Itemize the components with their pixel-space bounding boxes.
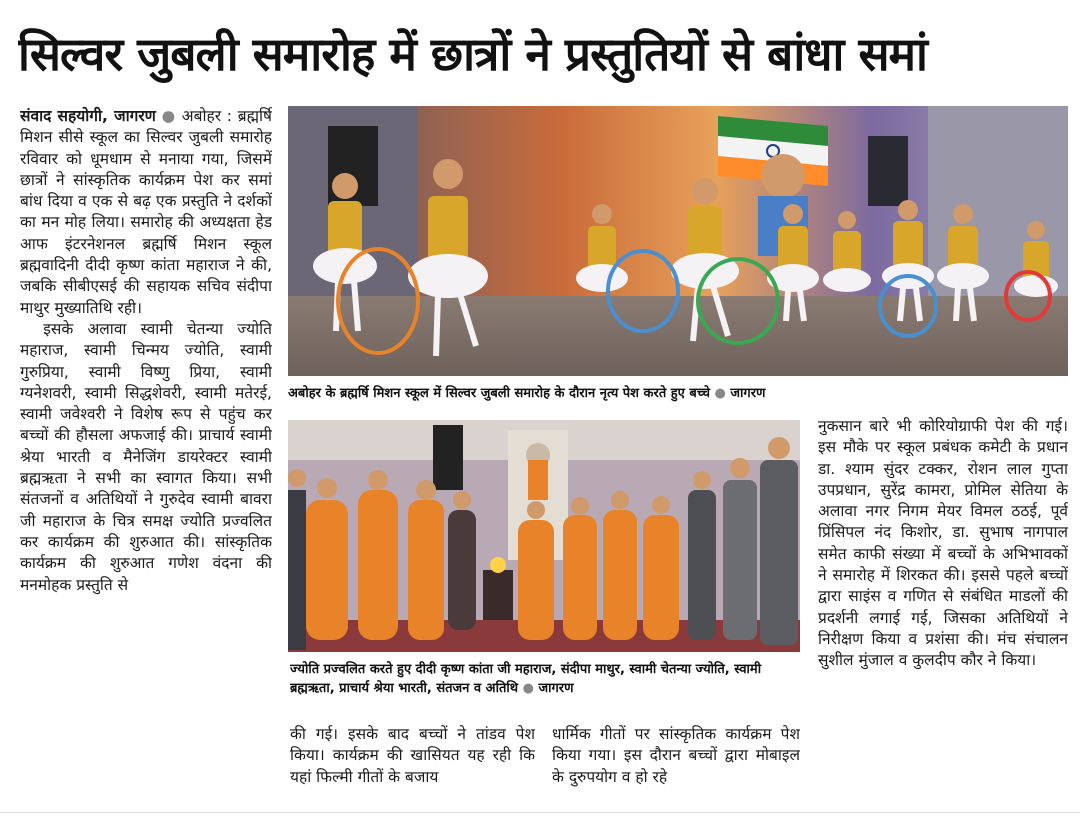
lamp-photo-illustration [288, 420, 800, 652]
page-bottom-edge [0, 812, 1080, 826]
bullet-icon: ● [161, 107, 176, 125]
bullet-icon: ● [714, 386, 726, 401]
byline-source: संवाद सहयोगी, जागरण [20, 107, 156, 125]
photo-lamp-lighting [288, 420, 800, 652]
photo1-caption [288, 384, 1068, 406]
photo2-credit: जागरण [538, 681, 574, 696]
bullet-icon: ● [522, 681, 534, 696]
article-paragraph-col4: नुकसान बारे भी कोरियोग्राफी पेश की गई। इस मौके पर स्कूल प्रबंधक कमेटी के प्रधान डा. श्याम सुंदर टक्कर, रोशन लाल गुप्ता उपप्रधान, सुरेंद्र कामरा, प्रोमिल सेतिया के अलावा नगर निगम मेयर विमल ठठई, पूर्व प्रिंसिपल नंद किशोर, डा. सुभाष नागपाल समेत काफी संख्या में बच्चों के अभिभावकों ने समारोह में शिरकत की। इससे पहले बच्चों द्वारा साइंस व गणित से संबंधित माडलों की प्रदर्शनी लगाई गई, जिसका अतिथियों ने निरीक्षण किया व प्रशंसा की। मंच संचालन सुशील मुंजाल व कुलदीप कौर ने किया। [818, 417, 1068, 670]
article-column-2 [290, 724, 535, 804]
photo1-caption-text: अबोहर के ब्रह्मर्षि मिशन स्कूल में सिल्वर जुबली समारोह के दौरान नृत्य पेश करते हुए बच्चे [288, 386, 710, 401]
byline-place: अबोहर : [181, 107, 232, 125]
dance-photo-illustration [288, 106, 1068, 376]
photo1-credit: जागरण [730, 386, 766, 401]
photo2-caption [290, 660, 800, 704]
headline: सिल्वर जुबली समारोह में छात्रों ने प्रस्तुतियों से बांधा समां [18, 27, 927, 81]
photo2-caption-text: ज्योति प्रज्वलित करते हुए दीदी कृष्ण कांता जी महाराज, संदीपा माथुर, स्वामी चेतन्या ज्योति, स्वामी ब्रह्मऋता, प्राचार्य श्रेया भारती, संतजन व अतिथि [290, 662, 762, 696]
article-paragraph-col3: धार्मिक गीतों पर सांस्कृतिक कार्यक्रम पेश किया गया। इस दौरान बच्चों द्वारा मोबाइल के दुरुपयोग व हो रहे [552, 725, 800, 786]
article-paragraph-col2: की गई। इसके बाद बच्चों ने तांडव पेश किया। कार्यक्रम की खासियत यह रही कि यहां फिल्मी गीतों के बजाय [290, 725, 535, 786]
photo-dance-performance [288, 106, 1068, 376]
article-paragraph-2: इसके अलावा स्वामी चेतन्या ज्योति महाराज, स्वामी चिन्मय ज्योति, स्वामी गुरुप्रिया, स्वामी विष्णु प्रिया, स्वामी ग्यनेशवरी, स्वामी सिद्धशेवरी, स्वामी मतेरई, स्वामी जवेश्वरी ने विशेष रूप से पहुंच कर बच्चों की हौसला अफजाई की। प्राचार्य स्वामी श्रेया भारती व मैनेजिंग डायरेक्टर स्वामी ब्रह्मऋता ने सभी का स्वागत किया। सभी संतजनों व अतिथियों ने गुरुदेव स्वामी बावरा जी महाराज के चित्र समक्ष ज्योति प्रज्वलित कर कार्यक्रम की शुरुआत की। सांस्कृतिक कार्यक्रम की शुरुआत गणेश वंदना की मनमोहक प्रस्तुति से [20, 319, 272, 594]
article-paragraph-1 [20, 106, 272, 319]
article-column-4 [818, 416, 1068, 806]
article-column-1 [20, 106, 272, 806]
article-text-1: ब्रह्मर्षि मिशन सीसे स्कूल का सिल्वर जुबली समारोह रविवार को धूमधाम से मनाया गया, जिसमें छात्रों ने सांस्कृतिक कार्यक्रम पेश कर समां बांध दिया व एक से बढ़ एक प्रस्तुति ने दर्शकों का मन मोह लिया। समारोह की अध्यक्षता हेड आफ इंटरनेशनल ब्रह्मर्षि मिशन स्कूल ब्रह्मवादिनी दीदी कृष्ण कांता महाराज ने की, जबकि सीबीएसई की सहायक सचिव संदीपा माथुर मुख्यातिथि रही। [20, 107, 272, 317]
article-column-3 [552, 724, 800, 804]
